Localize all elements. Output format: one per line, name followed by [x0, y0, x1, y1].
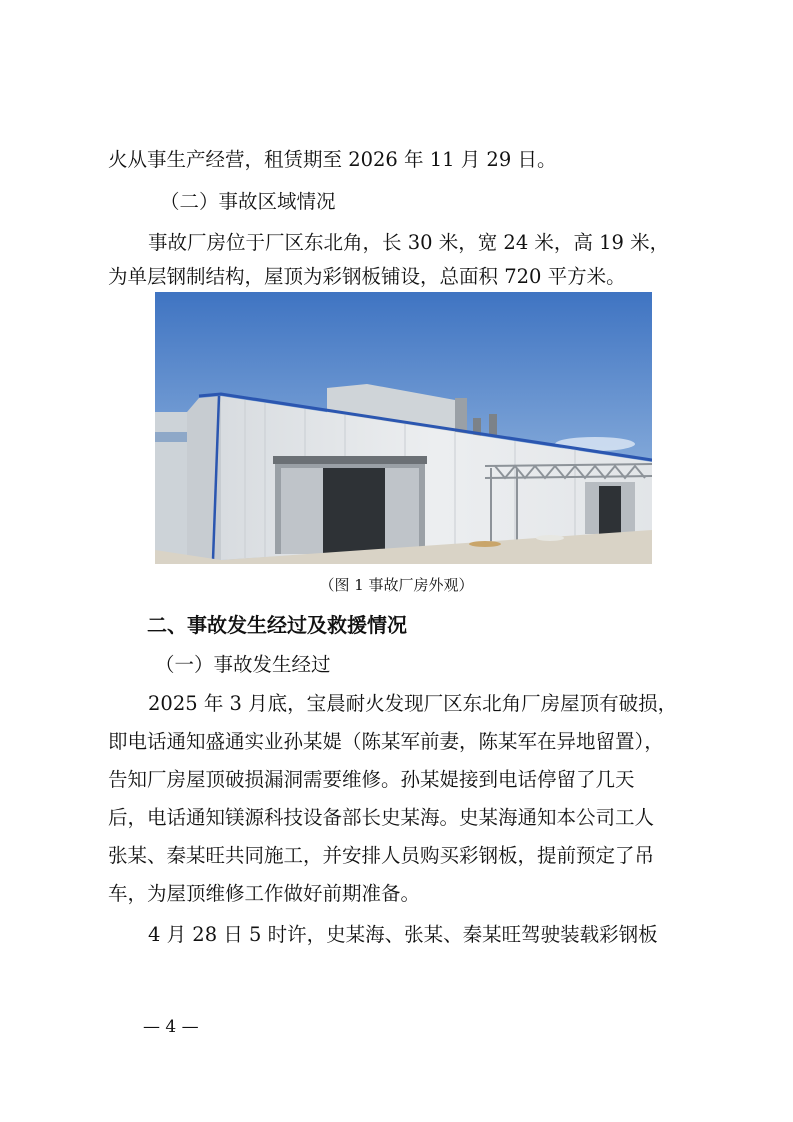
paragraph-line: 事故厂房位于厂区东北角，长 30 米，宽 24 米，高 19 米，	[148, 231, 670, 254]
factory-photo	[155, 292, 652, 564]
body-line: 后，电话通知镁源科技设备部长史某海。史某海通知本公司工人	[108, 806, 655, 829]
body-line: 告知厂房屋顶破损漏洞需要维修。孙某媞接到电话停留了几天	[108, 768, 635, 791]
figure-caption: （图 1 事故厂房外观）	[319, 576, 474, 594]
body-line: 张某、秦某旺共同施工，并安排人员购买彩钢板，提前预定了吊	[108, 844, 655, 867]
paragraph-line: 为单层钢制结构，屋顶为彩钢板铺设，总面积 720 平方米。	[108, 265, 626, 288]
body-line: 4 月 28 日 5 时许，史某海、张某、秦某旺驾驶装载彩钢板	[148, 923, 658, 946]
subsection-title: （一）事故发生经过	[155, 653, 331, 676]
body-line: 即电话通知盛通实业孙某媞（陈某军前妻，陈某军在异地留置），	[108, 730, 664, 753]
subsection-heading: （二）事故区域情况	[160, 190, 336, 213]
page-number: — 4 —	[143, 1017, 199, 1037]
paragraph-line: 火从事生产经营，租赁期至 2026 年 11 月 29 日。	[108, 148, 557, 171]
body-line: 2025 年 3 月底，宝晨耐火发现厂区东北角厂房屋顶有破损，	[148, 692, 678, 715]
section-title: 二、事故发生经过及救援情况	[147, 613, 407, 637]
body-line: 车，为屋顶维修工作做好前期准备。	[108, 882, 421, 905]
